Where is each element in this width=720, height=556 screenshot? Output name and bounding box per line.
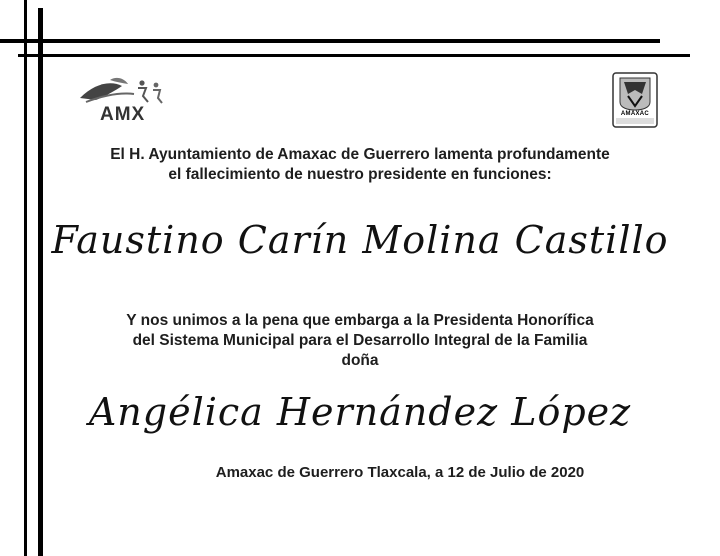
- recipient-name: Angélica Hernández López: [88, 390, 632, 434]
- place-date: Amaxac de Guerrero Tlaxcala, a 12 de Julio de 2020: [215, 464, 585, 481]
- intro-line-2: el fallecimiento de nuestro presidente en funciones:: [168, 166, 552, 183]
- municipal-shield-logo: [612, 72, 658, 128]
- condolence-line-1: Y nos unimos a la pena que embarga a la Presidenta Honorífica: [126, 312, 594, 329]
- municipal-shield-text: AMAXAC: [620, 111, 650, 117]
- condolence-line-3: doña: [341, 352, 379, 369]
- amx-logo: [76, 74, 172, 132]
- frame-vertical-left-outer: [24, 0, 27, 556]
- amx-logo-icon: [76, 74, 172, 106]
- intro-paragraph: [60, 145, 660, 185]
- frame-horizontal-top-inner: [18, 54, 690, 57]
- condolence-line-2: del Sistema Municipal para el Desarrollo Integral de la Familia: [132, 332, 588, 349]
- deceased-name: Faustino Carín Molina Castillo: [51, 218, 669, 262]
- frame-horizontal-top-outer: [0, 39, 660, 43]
- municipal-shield-icon: [612, 72, 658, 128]
- condolence-paragraph: [60, 311, 660, 371]
- frame-vertical-left-inner: [38, 8, 43, 556]
- intro-line-1: El H. Ayuntamiento de Amaxac de Guerrero lamenta profundamente: [110, 146, 610, 163]
- amx-logo-text: AMX: [100, 104, 146, 125]
